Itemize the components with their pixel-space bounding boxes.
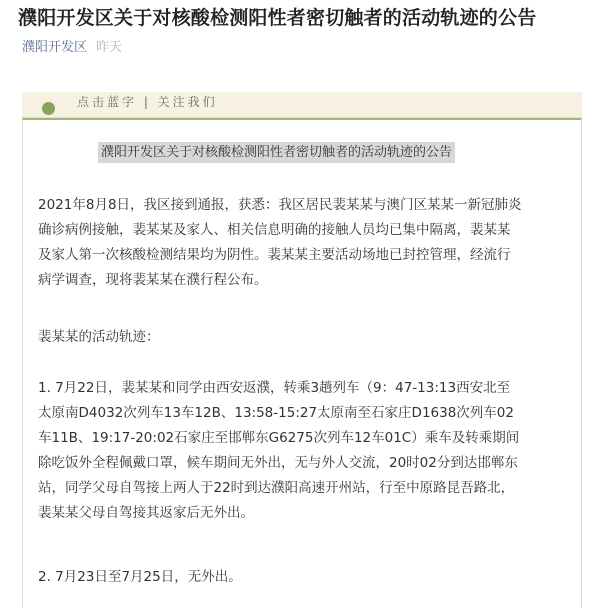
paragraph-line: 太原南D4032次列车13车12B、13:58-15:27太原南至石家庄D1638次列车02: [38, 405, 514, 421]
follow-banner-text[interactable]: 点击蓝字 | 关注我们: [77, 95, 218, 109]
article-meta: [22, 39, 122, 57]
article-content-frame: [22, 118, 582, 608]
paragraph-line: 除吃饭外全程佩戴口罩，候车期间无外出，无与外人交流，20时02分到达邯郸东: [38, 455, 518, 471]
trajectory-heading: [38, 325, 578, 350]
account-name-link[interactable]: 濮阳开发区: [22, 40, 88, 55]
paragraph-line: 车11B、19:17-20:02石家庄至邯郸东G6275次列车12车01C）乘车及转乘期间: [38, 430, 520, 446]
article-title: 濮阳开发区关于对核酸检测阳性者密切触者的活动轨迹的公告: [18, 7, 537, 29]
paragraph-line: 及家人第一次核酸检测结果均为阴性。裴某某主要活动场地已封控管理，经流行: [38, 247, 511, 263]
intro-paragraph: [38, 193, 578, 293]
paragraph-line: 1. 7月22日，裴某某和同学由西安返濮，转乘3趟列车（9：47-13:13西安北至: [38, 380, 511, 396]
paragraph-line: 确诊病例接触，裴某某及家人、相关信息明确的接触人员均已集中隔离，裴某某: [38, 222, 511, 238]
paragraph-line: 2. 7月23日至7月25日，无外出。: [38, 569, 242, 585]
trajectory-item-1: [38, 376, 578, 526]
paragraph-line: 站，同学父母自驾接上两人于22时到达濮阳高速开州站，行至中原路昆吾路北，: [38, 480, 515, 496]
paragraph-line: 裴某某的活动轨迹：: [38, 329, 160, 345]
paragraph-line: 病学调查，现将裴某某在濮行程公布。: [38, 272, 268, 288]
content-subtitle: 濮阳开发区关于对核酸检测阳性者密切触者的活动轨迹的公告: [98, 142, 455, 163]
follow-dot-icon: [42, 102, 55, 115]
paragraph-line: 2021年8月8日，我区接到通报，获悉：我区居民裴某某与澳门区某某一新冠肺炎: [38, 197, 522, 213]
trajectory-item-2: [38, 565, 578, 590]
publish-date: 昨天: [96, 40, 123, 55]
paragraph-line: 裴某某父母自驾接其返家后无外出。: [38, 505, 254, 521]
